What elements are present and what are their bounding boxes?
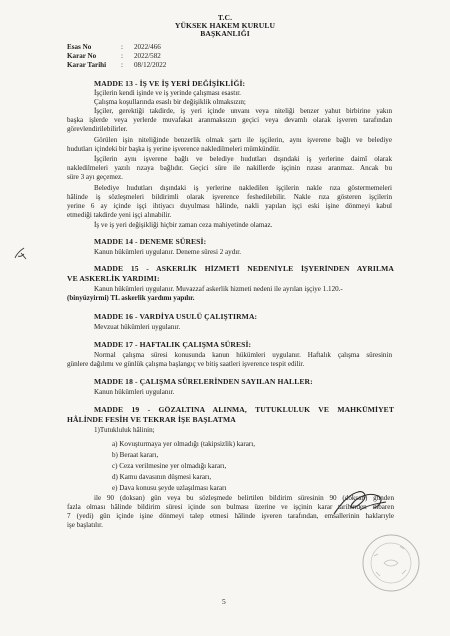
madde19-line: fazla olması hâlinde bildirim süresi içinde son bulması üzerine ve işçinin karar tarihinden itibaren	[67, 503, 394, 511]
madde13-line: İş ve iş yeri değişikliği hiçbir zaman ceza mahiyetinde olamaz.	[94, 221, 273, 229]
madde13-line: görevlendirilebilirler.	[67, 125, 128, 133]
madde15-line: Kanun hükümleri uygulanır. Muvazzaf askerlik hizmeti nedeni ile ayrılan işçiye 1.120.-	[94, 285, 343, 293]
madde19-item: d) Kamu davasının düşmesi kararı,	[112, 473, 212, 481]
tarih-value: 08/12/2022	[134, 61, 167, 69]
madde15-line: (binyüzyirmi) TL askerlik yardımı yapılır.	[67, 294, 195, 302]
madde13-line: süre 3 ayı geçemez.	[67, 173, 123, 181]
madde13-line: Belediye hudutları dışındaki iş yerlerine nakledilen işçilerin nakle rıza göstermemeleri	[94, 184, 392, 192]
esas-sep: :	[121, 43, 123, 51]
madde13-line: etmediği takdirde yeni işçi alınabilir.	[67, 211, 172, 219]
madde14-line: Kanun hükümleri uygulanır. Deneme süresi 2 aydır.	[94, 248, 241, 256]
official-seal-stamp	[360, 532, 422, 594]
madde19-title-cont: HÂLİNDE FESİH VE TEKRAR İŞE BAŞLATMA	[67, 415, 236, 424]
madde19-line: işe başlatılır.	[67, 521, 103, 529]
madde19-item: a) Kovuşturmaya yer olmadığı (takipsizlik) kararı,	[112, 440, 256, 448]
madde13-line: Çalışma koşullarında esaslı bir değişiklik olmaksızın;	[94, 98, 246, 106]
madde19-item: b) Beraat kararı,	[112, 451, 159, 459]
madde19-line: ile 90 (doksan) gün veya bu sözleşmede belirtilen bildirim süresinin 90 (doksan) günden	[94, 494, 394, 502]
margin-handwritten-mark	[12, 244, 30, 264]
madde19-title: MADDE 19 - GÖZALTINA ALINMA, TUTUKLULUK VE MAHKÛMİYET	[94, 406, 394, 414]
madde15-title-cont: VE ASKERLİK YARDIMI:	[67, 274, 160, 283]
madde13-line: İşçilerin kendi işinde ve iş yerinde çalışması esastır.	[94, 89, 241, 97]
header-office: BAŞKANLIĞI	[200, 29, 250, 38]
madde13-line: hâlinde iş sözleşmeleri bildirimli olarak işverence feshedilebilir. Nakle rıza gösteren işçilerin	[67, 193, 392, 201]
esas-label: Esas No	[67, 43, 92, 51]
madde16-title: MADDE 16 - VARDİYA USULÜ ÇALIŞTIRMA:	[94, 312, 258, 321]
madde13-line: nakledilmeleri yazılı rızaya bağlıdır. Geçici süre ile nakillerde işçinin rızası aranmaz. Ancak bu	[67, 164, 392, 172]
madde19-item: e) Dava konusu şeyde uzlaşılması kararı	[112, 484, 227, 492]
madde19-line: 1)Tutukluluk hâlinin;	[94, 426, 155, 434]
karar-value: 2022/582	[134, 52, 161, 60]
madde13-line: başka işlerde veya yerlerde muvafakat aranmaksızın geçici veya devamlı olarak işveren tarafından	[67, 116, 392, 124]
karar-sep: :	[121, 52, 123, 60]
karar-label: Karar No	[67, 52, 97, 60]
header-institution: YÜKSEK HAKEM KURULU	[174, 21, 276, 30]
page-number: 5	[222, 597, 226, 606]
tarih-label: Karar Tarihi	[67, 61, 107, 69]
madde13-title: MADDE 13 - İŞ VE İŞ YERİ DEĞİŞİKLİĞİ:	[94, 79, 246, 88]
madde19-item: c) Ceza verilmesine yer olmadığı kararı,	[112, 462, 227, 470]
madde17-line: günlere dağılımı ve günlük çalışma başlangıç ve bitiş saatleri işverence tespit edilir.	[67, 360, 305, 368]
madde15-title: MADDE 15 - ASKERLİK HİZMETİ NEDENİYLE İŞYERİNDEN AYRILMA	[94, 265, 394, 273]
madde19-line: 7 (yedi) gün içinde işine dönmeyi talep etmesi hâlinde işveren tarafından, emsallerinin haklarıyle	[67, 512, 394, 520]
madde17-line: Normal çalışma süresi konusunda kanun hükümleri uygulanır. Haftalık çalışma süresinin	[94, 351, 392, 359]
signature-image	[330, 484, 390, 524]
madde13-line: hudutları içindeki bir başka iş yerine işverence nakledilmeleri mümkündür.	[67, 145, 280, 153]
madde13-line: İşçiler, gerektiği takdirde, iş yeri içinde unvanı veya niteliği benzer yahut birbirine yakın	[94, 107, 392, 115]
madde13-line: yerine 6 ay içinde işçi ihtiyacı duyulması hâlinde, nakli yapılan işçi eski işine dönmeyi kabul	[67, 202, 392, 210]
esas-value: 2022/466	[134, 43, 161, 51]
tarih-sep: :	[121, 61, 123, 69]
madde17-title: MADDE 17 - HAFTALIK ÇALIŞMA SÜRESİ:	[94, 340, 252, 349]
madde13-line: İşçilerin aynı işverene bağlı ve belediye hudutları dışındaki iş yerlerine daimî olarak	[94, 155, 392, 163]
madde18-line: Kanun hükümleri uygulanır.	[94, 388, 175, 396]
header-tc: T.C.	[217, 13, 233, 22]
madde14-title: MADDE 14 - DENEME SÜRESİ:	[94, 237, 207, 246]
madde18-title: MADDE 18 - ÇALIŞMA SÜRELERİNDEN SAYILAN HALLER:	[94, 377, 313, 386]
madde13-line: Görülen işin niteliğinde benzerlik olmak şartı ile işçilerin, aynı işverene bağlı ve belediye	[94, 136, 392, 144]
madde16-line: Mevzuat hükümleri uygulanır.	[94, 323, 181, 331]
